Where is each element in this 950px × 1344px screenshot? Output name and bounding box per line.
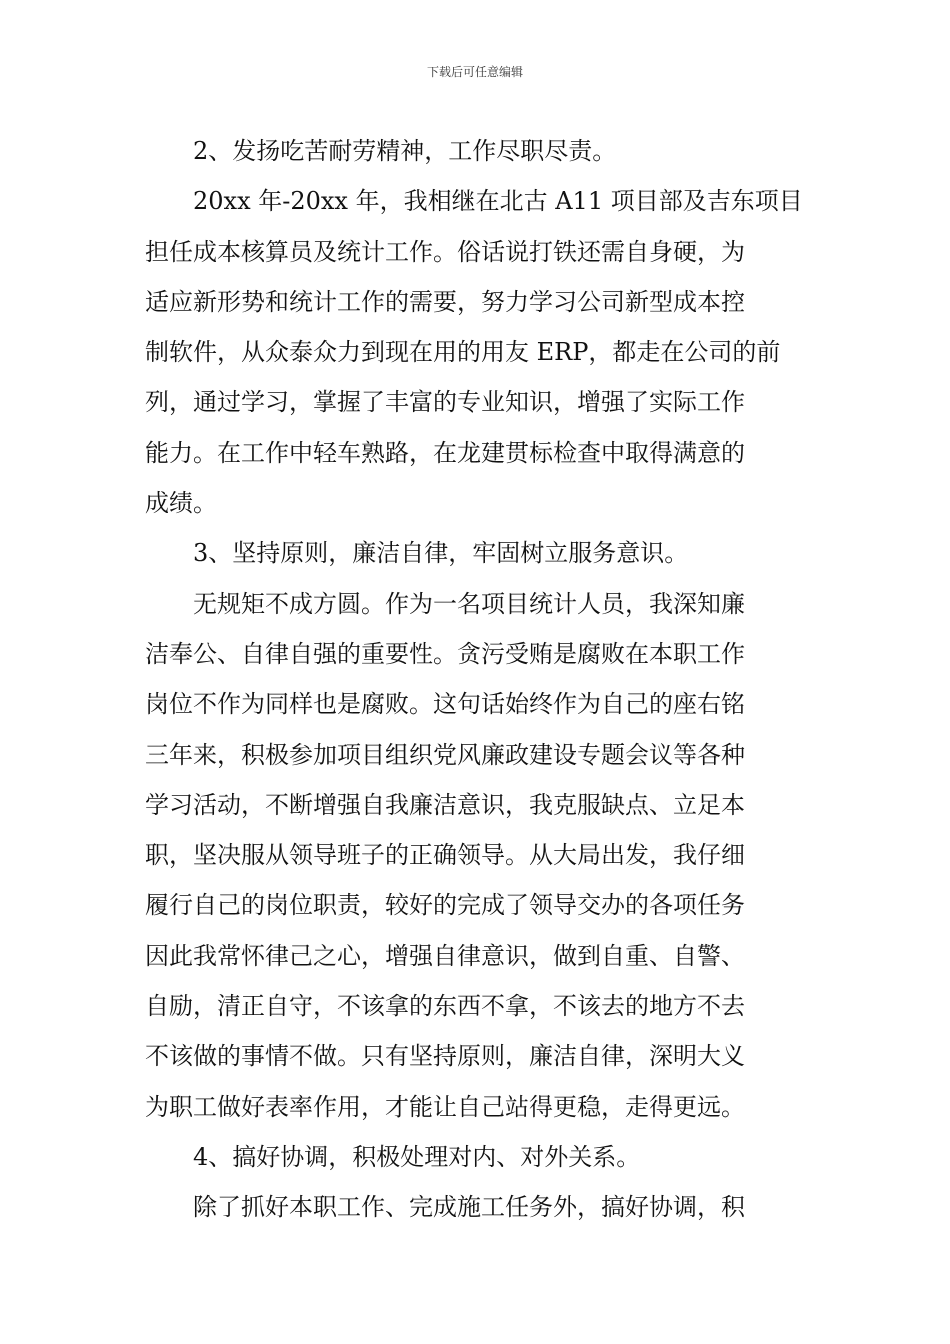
paragraph-line: 成绩。 xyxy=(145,489,217,518)
paragraph-line: 3、坚持原则，廉洁自律，牢固树立服务意识。 xyxy=(193,539,689,568)
paragraph-line: 2、发扬吃苦耐劳精神，工作尽职尽责。 xyxy=(193,137,617,165)
paragraph-line: 担任成本核算员及统计工作。俗话说打铁还需自身硬，为 xyxy=(145,237,745,266)
paragraph-line: 因此我常怀律己之心，增强自律意识，做到自重、自警、 xyxy=(145,941,745,970)
paragraph-line: 三年来，积极参加项目组织党风廉政建设专题会议等各种 xyxy=(145,740,745,769)
paragraph-line: 职，坚决服从领导班子的正确领导。从大局出发，我仔细 xyxy=(145,841,745,870)
paragraph-line: 制软件，从众泰众力到现在用的用友 ERP，都走在公司的前 xyxy=(145,338,781,367)
paragraph-line: 无规矩不成方圆。作为一名项目统计人员，我深知廉 xyxy=(193,589,745,618)
paragraph-line: 列，通过学习，掌握了丰富的专业知识，增强了实际工作 xyxy=(145,388,745,417)
paragraph-line: 自励，清正自守，不该拿的东西不拿，不该去的地方不去 xyxy=(145,992,745,1021)
paragraph-line: 适应新形势和统计工作的需要，努力学习公司新型成本控 xyxy=(145,287,745,316)
paragraph-line: 能力。在工作中轻车熟路，在龙建贯标检查中取得满意的 xyxy=(145,438,745,467)
paragraph-line: 学习活动，不断增强自我廉洁意识，我克服缺点、立足本 xyxy=(145,790,745,819)
paragraph-line: 洁奉公、自律自强的重要性。贪污受贿是腐败在本职工作 xyxy=(145,639,745,668)
paragraph-line: 岗位不作为同样也是腐败。这句话始终作为自己的座右铭 xyxy=(145,690,745,719)
paragraph-line: 不该做的事情不做。只有坚持原则，廉洁自律，深明大义 xyxy=(145,1042,745,1071)
paragraph-line: 为职工做好表率作用，才能让自己站得更稳，走得更远。 xyxy=(145,1092,745,1121)
document-body xyxy=(145,126,807,1233)
paragraph-line: 除了抓好本职工作、完成施工任务外，搞好协调，积 xyxy=(193,1193,745,1222)
paragraph-line: 4、搞好协调，积极处理对内、对外关系。 xyxy=(193,1142,641,1171)
paragraph-line: 履行自己的岗位职责，较好的完成了领导交办的各项任务 xyxy=(145,891,745,920)
paragraph-line: 20xx 年-20xx 年，我相继在北古 A11 项目部及吉东项目 xyxy=(193,187,803,216)
page-header: 下载后可任意编辑 xyxy=(426,65,523,79)
